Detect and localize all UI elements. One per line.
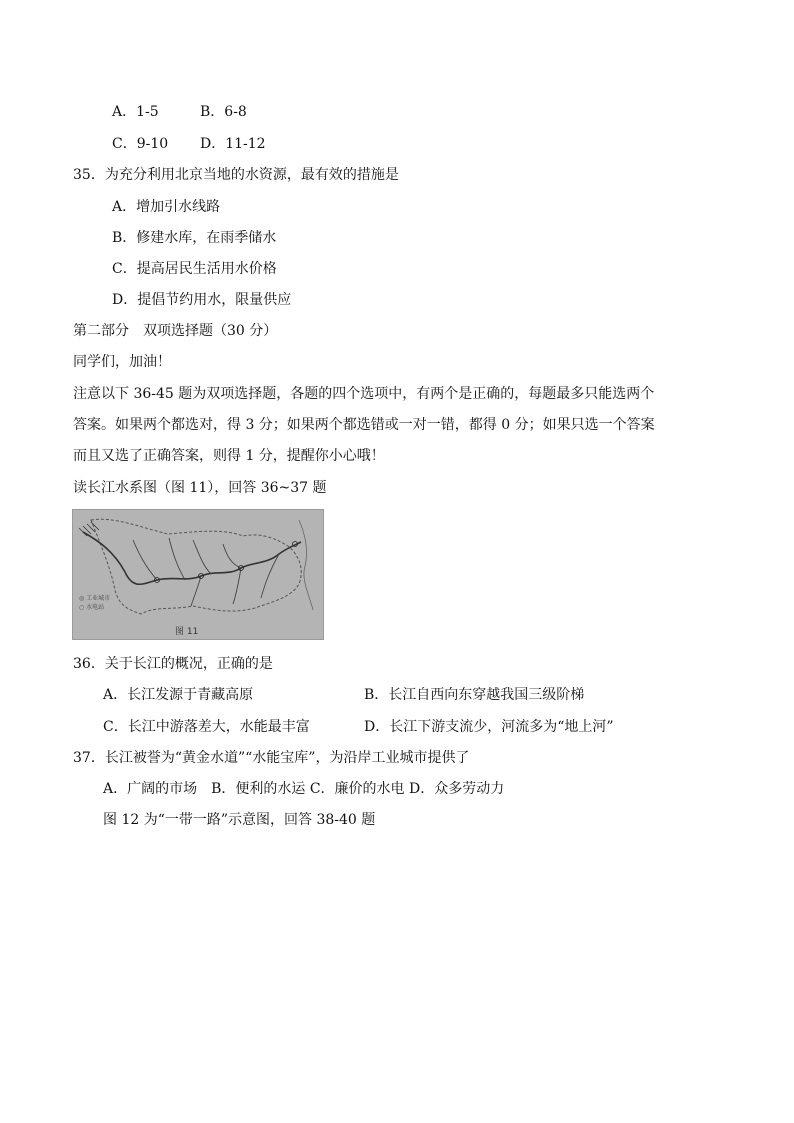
part2-cheer: 同学们，加油！ (73, 354, 171, 370)
q35-option-b: B．修建水库，在雨季储水 (112, 230, 277, 246)
read-prompt-fig11: 读长江水系图（图 11），回答 36~37 题 (73, 480, 327, 496)
q37-stem: 37．长江被誉为“黄金水道”“水能宝库”，为沿岸工业城市提供了 (73, 750, 470, 766)
figure12-prompt: 图 12 为“一带一路”示意图，回答 38-40 题 (103, 812, 376, 828)
q35-stem: 35．为充分利用北京当地的水资源，最有效的措施是 (73, 167, 399, 183)
q34-option-b: B．6-8 (200, 104, 247, 120)
part2-note-line-3: 而且又选了正确答案，则得 1 分，提醒你小心哦！ (73, 448, 385, 464)
q36-option-d: D．长江下游支流少，河流多为“地上河” (364, 719, 614, 735)
q36-stem: 36．关于长江的概况，正确的是 (73, 656, 273, 672)
part2-note-line-2: 答案。如果两个都选对，得 3 分；如果两个都选错或一对一错，都得 0 分；如果只选一个答案 (73, 417, 655, 433)
part2-title: 第二部分 双项选择题（30 分） (73, 323, 278, 339)
legend-hydropower-station: ○ 水电站 (79, 604, 105, 611)
part2-note-line-1: 注意以下 36-45 题为双项选择题，各题的四个选项中，有两个是正确的，每题最多只能选两个 (73, 386, 655, 402)
yangtze-river-map (72, 509, 324, 640)
legend-industrial-city: ◎ 工业城市 (79, 595, 111, 602)
q36-option-a: A．长江发源于青藏高原 (103, 687, 254, 703)
q36-option-b: B．长江自西向东穿越我国三级阶梯 (364, 687, 585, 703)
q34-option-d: D．11-12 (200, 136, 266, 152)
q35-option-c: C．提高居民生活用水价格 (112, 261, 277, 277)
q34-option-a: A．1-5 (112, 104, 159, 120)
q35-option-a: A．增加引水线路 (112, 199, 221, 215)
q37-options: A．广阔的市场 B．便利的水运 C．廉价的水电 D．众多劳动力 (103, 781, 505, 797)
river-map-drawing (73, 510, 323, 639)
q36-option-c: C．长江中游落差大，水能最丰富 (103, 719, 310, 735)
map-legend (79, 594, 110, 612)
figure11-caption: 图 11 (175, 627, 199, 637)
q35-option-d: D．提倡节约用水，限量供应 (112, 292, 292, 308)
q34-option-c: C．9-10 (112, 136, 169, 152)
